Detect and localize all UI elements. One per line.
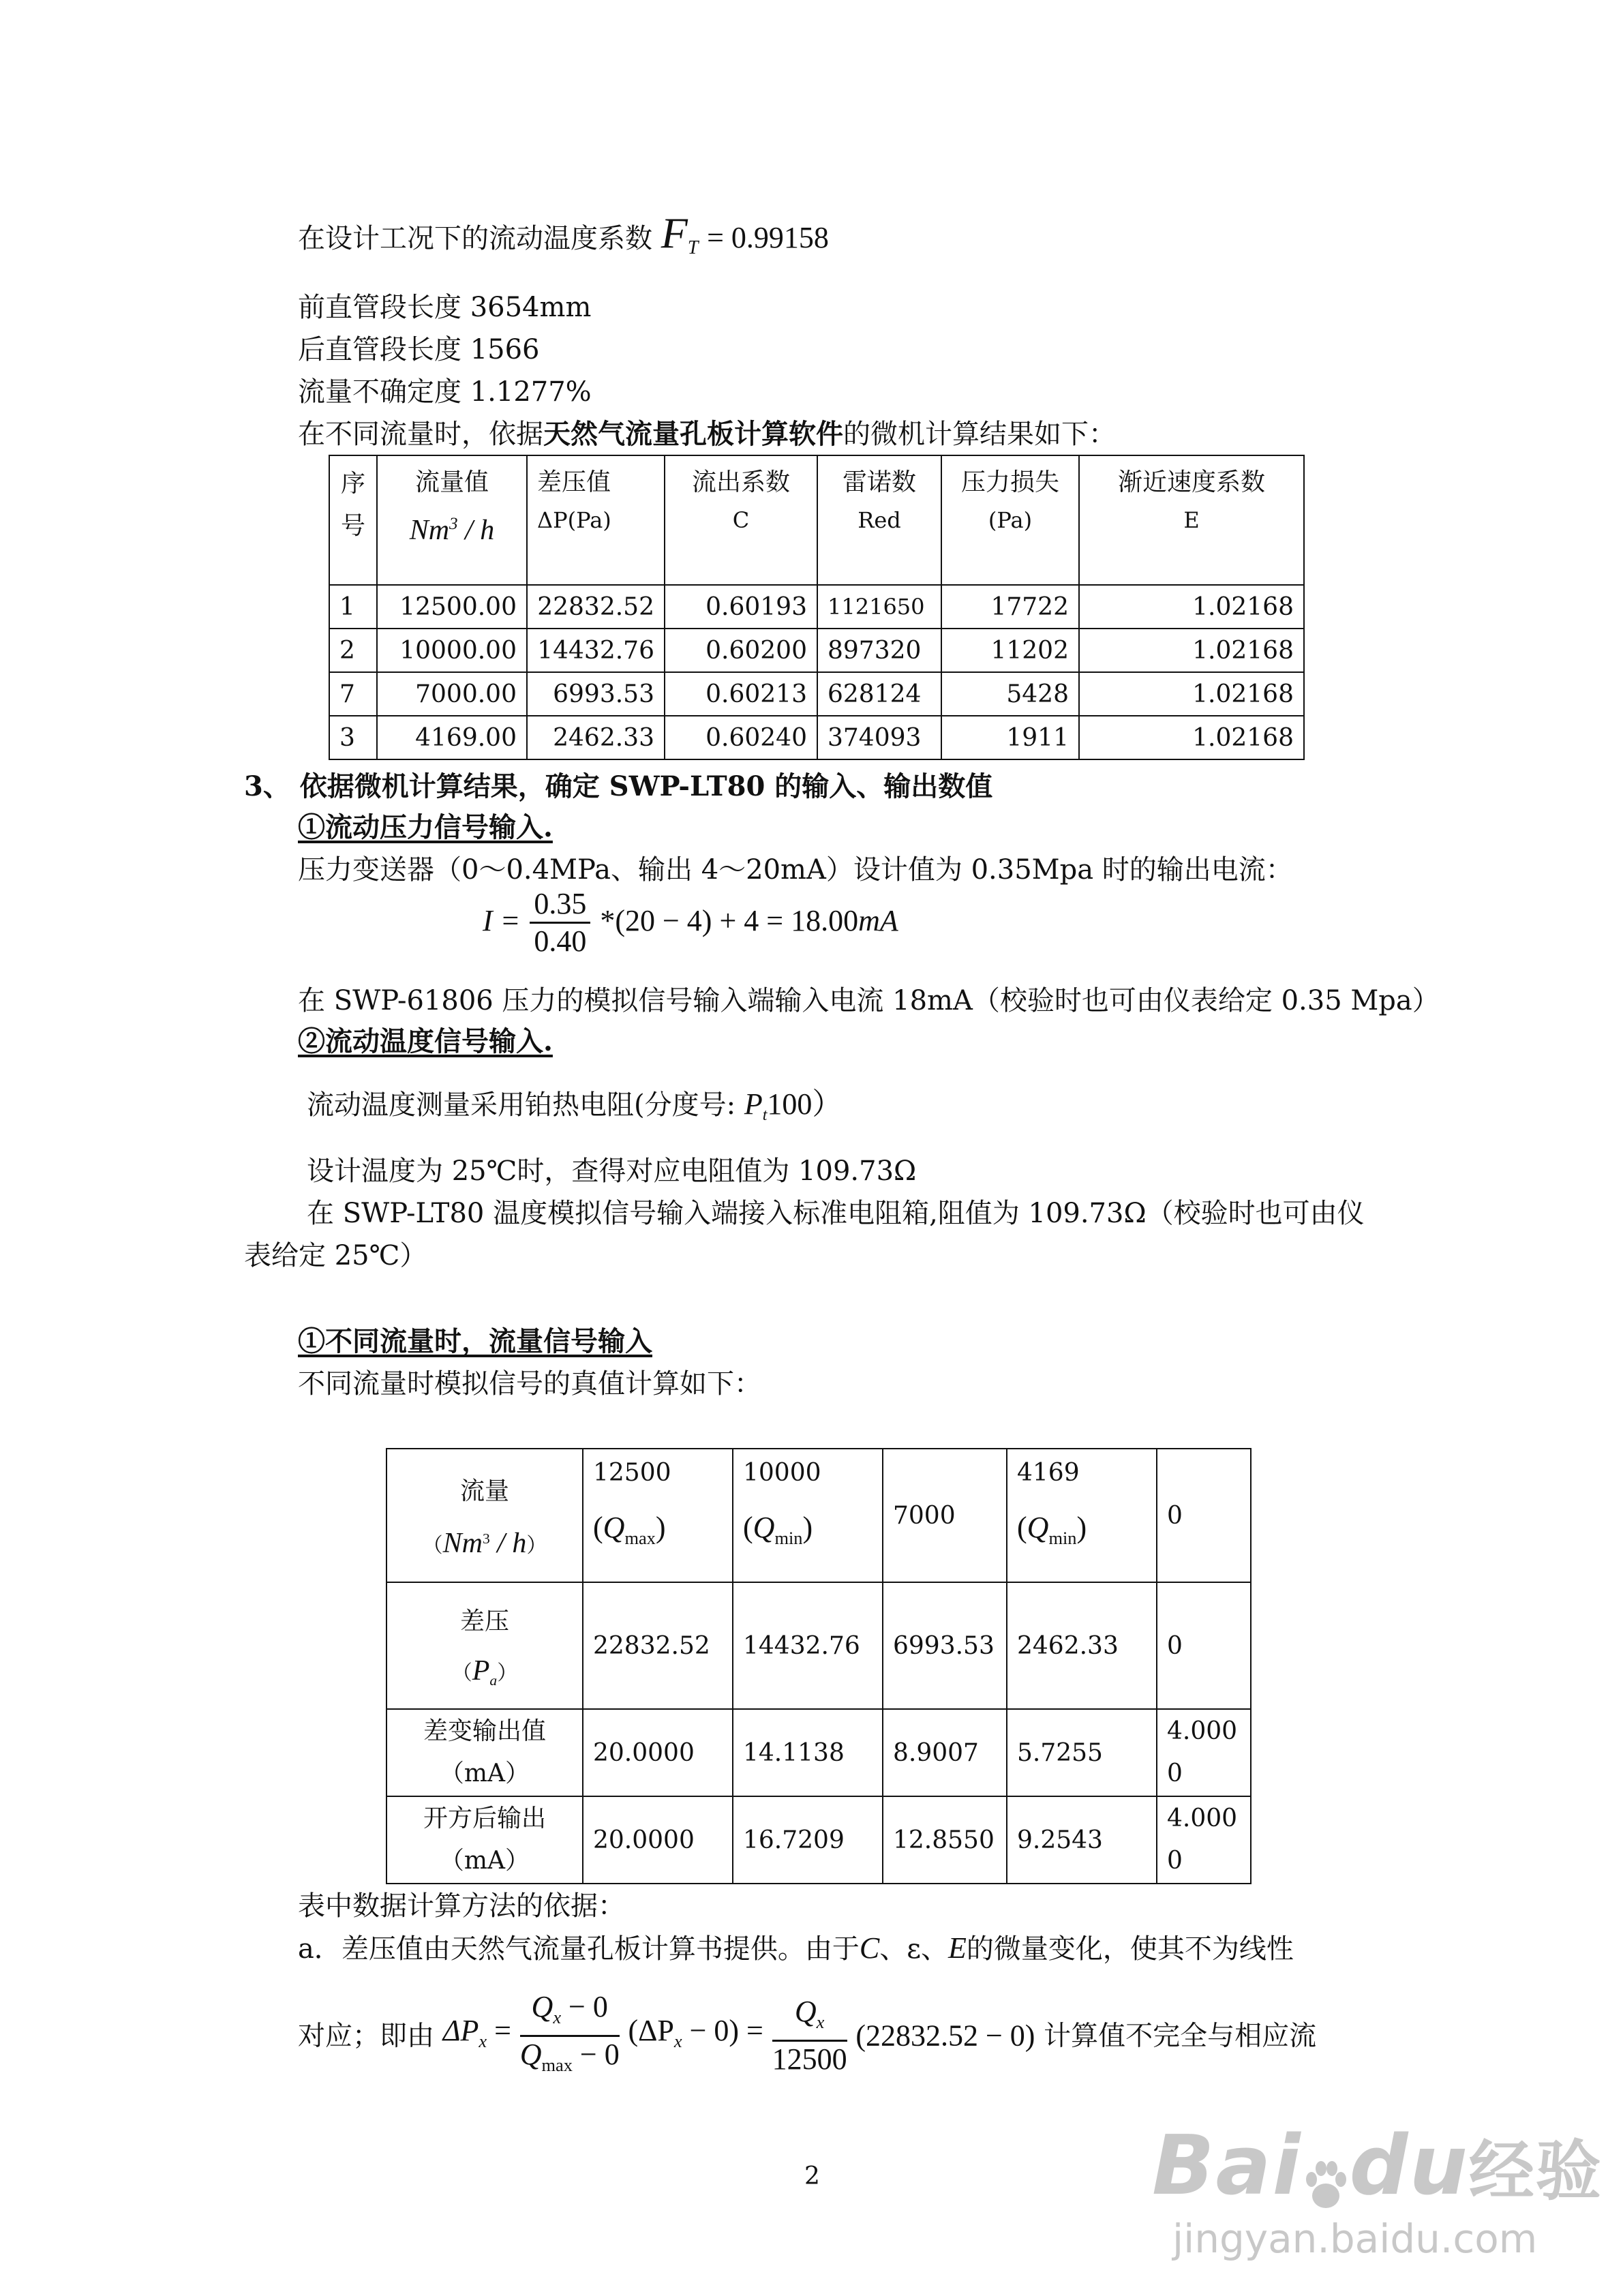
temp-coef-label: 在设计工况下的流动温度系数 xyxy=(298,223,652,254)
diff-cell: 14.1138 xyxy=(733,1709,883,1796)
dp-label: 差压 xyxy=(459,1607,509,1635)
header-e-sym: E xyxy=(1183,507,1200,533)
header-c-title: 流出系数 xyxy=(691,468,790,496)
dp-sub: x xyxy=(479,2030,487,2051)
unit-nm: Nm xyxy=(409,515,450,546)
temp-measure-pre: 流动温度测量采用铂热电阻(分度号: xyxy=(307,1089,736,1121)
header-flow xyxy=(377,455,527,585)
resistor-box-text-2: 表给定 25℃） xyxy=(244,1240,427,1271)
mid-sub: x xyxy=(673,2030,682,2051)
header-loss xyxy=(941,455,1079,585)
cell-e: 1.02168 xyxy=(1079,672,1304,716)
cell-c: 0.60240 xyxy=(665,716,817,759)
resistor-box-text-1: 在 SWP-LT80 温度模拟信号输入端接入标准电阻箱,阻值为 109.73Ω（校验时也可由仪 xyxy=(307,1198,1365,1229)
header-re xyxy=(817,455,941,585)
row-label-flow xyxy=(386,1449,583,1582)
sqrt-last-b: 0 xyxy=(1167,1847,1183,1875)
cell-seq: 1 xyxy=(329,585,377,629)
frac1-num xyxy=(520,1989,620,2037)
diff-unit: （mA） xyxy=(439,1759,530,1787)
flow-unit-nm: Nm xyxy=(442,1527,483,1559)
frac1-den xyxy=(520,2037,620,2083)
formula-i-num: 0.35 xyxy=(530,886,590,924)
current-formula xyxy=(483,886,898,959)
pt-subscript: t xyxy=(762,1106,768,1124)
dp-cell: 22832.52 xyxy=(583,1582,733,1709)
frac2-num-q: Q xyxy=(794,1995,817,2029)
fraction-qx-12500 xyxy=(772,1994,847,2077)
q-sym: Q xyxy=(1027,1511,1049,1544)
frac1-num-tail: − 0 xyxy=(561,1990,608,2023)
cell-re: 897320 xyxy=(817,629,941,672)
flow-cell-zero xyxy=(1157,1449,1251,1582)
cell-re: 628124 xyxy=(817,672,941,716)
qmin-label: $(Q_{min})$ xyxy=(1017,1511,1087,1548)
qmin-label: $(Q_{min})$ xyxy=(743,1511,813,1548)
header-flow-title: 流量值 xyxy=(414,468,489,496)
sqrt-cell: 9.2543 xyxy=(1007,1796,1157,1884)
cell-e: 1.02168 xyxy=(1079,585,1304,629)
header-c-sym: C xyxy=(732,507,750,533)
diff-cell: 8.9007 xyxy=(883,1709,1007,1796)
table-row xyxy=(329,716,1304,759)
section-3-heading: 3、 依据微机计算结果，确定 SWP-LT80 的输入、输出数值 xyxy=(244,770,993,802)
diff-last-a: 4.000 xyxy=(1167,1717,1238,1745)
header-seq: 序号 xyxy=(329,455,377,585)
flow-unit xyxy=(397,1527,573,1560)
header-e xyxy=(1079,455,1304,585)
diff-last-b: 0 xyxy=(1167,1759,1183,1787)
dp-eq: = xyxy=(494,2013,511,2047)
frac1-den-sub: max xyxy=(541,2054,573,2075)
signal-table xyxy=(386,1448,1252,1884)
cell-flow: 12500.00 xyxy=(377,585,527,629)
pa-paren-right: ） xyxy=(497,1661,518,1685)
front-pipe-length: 前直管段长度 3654mm xyxy=(298,292,592,323)
q-sym: Q xyxy=(753,1511,775,1544)
header-re-title: 雷诺数 xyxy=(842,468,916,496)
header-dp-title: 差压值 xyxy=(537,468,611,496)
flow-unit-sup: 3 xyxy=(482,1530,490,1547)
flow-unit-h: / h xyxy=(489,1527,527,1559)
dp-mid xyxy=(628,2013,763,2051)
rear-pipe-length: 后直管段长度 1566 xyxy=(298,334,540,365)
ft-symbol: F xyxy=(661,209,688,257)
header-re-sym: Red xyxy=(858,507,901,533)
basis-a-pre: a．差压值由天然气流量孔板计算书提供。由于 xyxy=(298,1933,860,1965)
cell-e: 1.02168 xyxy=(1079,629,1304,672)
watermark-cn: 经验 xyxy=(1468,2133,1603,2209)
basis-a-post: 的微量变化，使其不为线性 xyxy=(966,1933,1294,1965)
q-sub-min: min xyxy=(1048,1527,1077,1548)
flow-signal-subheading: ①不同流量时，流量信号输入 xyxy=(298,1325,652,1357)
pa-label xyxy=(397,1655,573,1689)
pressure-subheading: ①流动压力信号输入. xyxy=(298,811,553,843)
temp-measure-post: 100） xyxy=(767,1087,843,1121)
header-dp xyxy=(527,455,665,585)
flow-value: 7000 xyxy=(893,1501,956,1530)
cell-re: 1121650 xyxy=(817,585,941,629)
results-header-row xyxy=(329,455,1304,585)
watermark-logo xyxy=(1152,2119,1603,2214)
pressure-transmitter-text: 压力变送器（0～0.4MPa、输出 4～20mA）设计值为 0.35Mpa 时的输出电流： xyxy=(298,854,1293,886)
flow-value: 10000 xyxy=(743,1459,821,1487)
frac2-num-sub: x xyxy=(816,2012,825,2033)
pa-paren-left: （ xyxy=(451,1661,472,1685)
formula-i-lhs: I = xyxy=(483,904,521,937)
temperature-measure-line xyxy=(307,1087,842,1133)
watermark-url: jingyan.baidu.com xyxy=(1172,2216,1538,2262)
cell-flow: 7000.00 xyxy=(377,672,527,716)
dp-cell: 2462.33 xyxy=(1007,1582,1157,1709)
cell-loss: 1911 xyxy=(941,716,1079,759)
cell-c: 0.60193 xyxy=(665,585,817,629)
sqrt-unit: （mA） xyxy=(439,1847,530,1875)
page-number: 2 xyxy=(804,2162,820,2190)
pa-sub: a xyxy=(489,1672,498,1689)
dp-tail: (22832.52 − 0) xyxy=(855,2019,1035,2053)
formula-i-unit: mA xyxy=(858,904,898,937)
flow-value: 12500 xyxy=(593,1459,671,1487)
cell-dp: 14432.76 xyxy=(527,629,665,672)
sqrt-cell-last xyxy=(1157,1796,1251,1884)
watermark-brand-tail: du xyxy=(1349,2119,1469,2214)
flow-value: 0 xyxy=(1167,1501,1183,1530)
mid-open: (ΔP xyxy=(628,2013,674,2047)
calc-basis-heading: 表中数据计算方法的依据： xyxy=(298,1890,625,1922)
header-flow-unit xyxy=(387,514,517,547)
c-symbol: C xyxy=(859,1931,880,1965)
dp-cell: 14432.76 xyxy=(733,1582,883,1709)
basis-a-mid: 、ε、 xyxy=(879,1933,948,1965)
header-loss-title: 压力损失 xyxy=(960,468,1059,496)
table-row xyxy=(329,629,1304,672)
true-value-intro: 不同流量时模拟信号的真值计算如下： xyxy=(298,1368,761,1400)
delta-p-post: 计算值不完全与相应流 xyxy=(1044,2020,1317,2052)
sqrt-cell: 20.0000 xyxy=(583,1796,733,1884)
results-table xyxy=(329,455,1305,760)
row-label-sqrt xyxy=(386,1796,583,1884)
delta-p-pre: 对应；即由 xyxy=(298,2020,434,2052)
flow-cell-qmin-2 xyxy=(1007,1449,1157,1582)
unit-sup: 3 xyxy=(449,515,458,533)
ft-subscript: T xyxy=(687,237,699,258)
cell-seq: 7 xyxy=(329,672,377,716)
flow-cell-qmin-1 xyxy=(733,1449,883,1582)
delta-p-line xyxy=(298,1989,1316,2083)
formula-i-den: 0.40 xyxy=(534,924,587,958)
pt-symbol: P xyxy=(744,1087,763,1121)
sqrt-cell: 12.8550 xyxy=(883,1796,1007,1884)
qmax-label: $(Q_{max})$ xyxy=(593,1511,666,1548)
header-e-title: 渐近速度系数 xyxy=(1117,468,1265,496)
design-temp-text: 设计温度为 25℃时，查得对应电阻值为 109.73Ω xyxy=(307,1155,917,1187)
dp-sym: ΔP xyxy=(442,2013,479,2047)
header-loss-unit: (Pa) xyxy=(988,507,1033,533)
signal-sqrt-row xyxy=(386,1796,1251,1884)
cell-loss: 5428 xyxy=(941,672,1079,716)
cell-c: 0.60213 xyxy=(665,672,817,716)
frac2-den: 12500 xyxy=(772,2042,847,2076)
software-name: 天然气流量孔板计算软件 xyxy=(543,418,843,450)
header-c xyxy=(665,455,817,585)
signal-diff-row xyxy=(386,1709,1251,1796)
diff-label: 差变输出值 xyxy=(423,1717,546,1745)
cell-loss: 11202 xyxy=(941,629,1079,672)
flow-cell-7000 xyxy=(883,1449,1007,1582)
q-sub-max: max xyxy=(624,1527,656,1548)
cell-loss: 17722 xyxy=(941,585,1079,629)
e-symbol: E xyxy=(947,1931,967,1965)
unit-h: / h xyxy=(457,515,495,546)
flow-uncertainty: 流量不确定度 1.1277% xyxy=(298,376,592,408)
dp-cell: 0 xyxy=(1157,1582,1251,1709)
intro-post: 的微机计算结果如下： xyxy=(843,419,1116,450)
dp-cell: 6993.53 xyxy=(883,1582,1007,1709)
paw-icon xyxy=(1302,2139,1350,2193)
sqrt-label: 开方后输出 xyxy=(423,1804,546,1832)
cell-dp: 6993.53 xyxy=(527,672,665,716)
signal-flow-row xyxy=(386,1449,1251,1582)
intro-pre: 在不同流量时，依据 xyxy=(298,419,543,450)
dp-symbol xyxy=(442,2013,511,2051)
frac1-den-q: Q xyxy=(519,2037,542,2071)
cell-e: 1.02168 xyxy=(1079,716,1304,759)
mid-tail: − 0) = xyxy=(682,2013,763,2047)
table-row xyxy=(329,585,1304,629)
calc-basis-a xyxy=(298,1931,1294,1967)
cell-re: 374093 xyxy=(817,716,941,759)
frac1-num-q: Q xyxy=(531,1990,553,2023)
sqrt-cell: 16.7209 xyxy=(733,1796,883,1884)
flow-label: 流量 xyxy=(459,1477,509,1505)
cell-seq: 2 xyxy=(329,629,377,672)
cell-flow: 10000.00 xyxy=(377,629,527,672)
signal-dp-row xyxy=(386,1582,1251,1709)
temp-coef-line xyxy=(298,209,829,266)
cell-flow: 4169.00 xyxy=(377,716,527,759)
frac1-num-sub: x xyxy=(553,2006,562,2027)
cell-dp: 2462.33 xyxy=(527,716,665,759)
cell-c: 0.60200 xyxy=(665,629,817,672)
formula-i-rhs: *(20 − 4) + 4 = 18.00 xyxy=(600,904,859,937)
temperature-subheading: ②流动温度信号输入. xyxy=(298,1025,553,1057)
table-row xyxy=(329,672,1304,716)
formula-i-fraction xyxy=(530,886,590,959)
frac1-den-tail: − 0 xyxy=(572,2037,620,2071)
pressure-input-text: 在 SWP-61806 压力的模拟信号输入端输入电流 18mA（校验时也可由仪表给定 0.35 Mpa） xyxy=(298,985,1440,1016)
diff-cell-last xyxy=(1157,1709,1251,1796)
cell-seq: 3 xyxy=(329,716,377,759)
diff-cell: 5.7255 xyxy=(1007,1709,1157,1796)
frac2-num xyxy=(772,1994,847,2042)
flow-paren-right: ） xyxy=(526,1533,547,1558)
q-sub-min: min xyxy=(774,1527,803,1548)
ft-value: = 0.99158 xyxy=(707,221,829,254)
flow-cell-qmax xyxy=(583,1449,733,1582)
q-sym: Q xyxy=(603,1511,625,1544)
diff-cell: 20.0000 xyxy=(583,1709,733,1796)
watermark-brand: Bai xyxy=(1152,2119,1302,2214)
header-dp-unit: ΔP(Pa) xyxy=(537,507,611,533)
fraction-qx-qmax xyxy=(520,1989,620,2083)
row-label-diff xyxy=(386,1709,583,1796)
cell-dp: 22832.52 xyxy=(527,585,665,629)
pa-sym: P xyxy=(472,1655,490,1687)
row-label-dp xyxy=(386,1582,583,1709)
flow-value: 4169 xyxy=(1017,1459,1080,1487)
flow-paren-left: （ xyxy=(422,1533,443,1558)
sqrt-last-a: 4.000 xyxy=(1167,1804,1238,1832)
intro-line xyxy=(298,417,1116,452)
